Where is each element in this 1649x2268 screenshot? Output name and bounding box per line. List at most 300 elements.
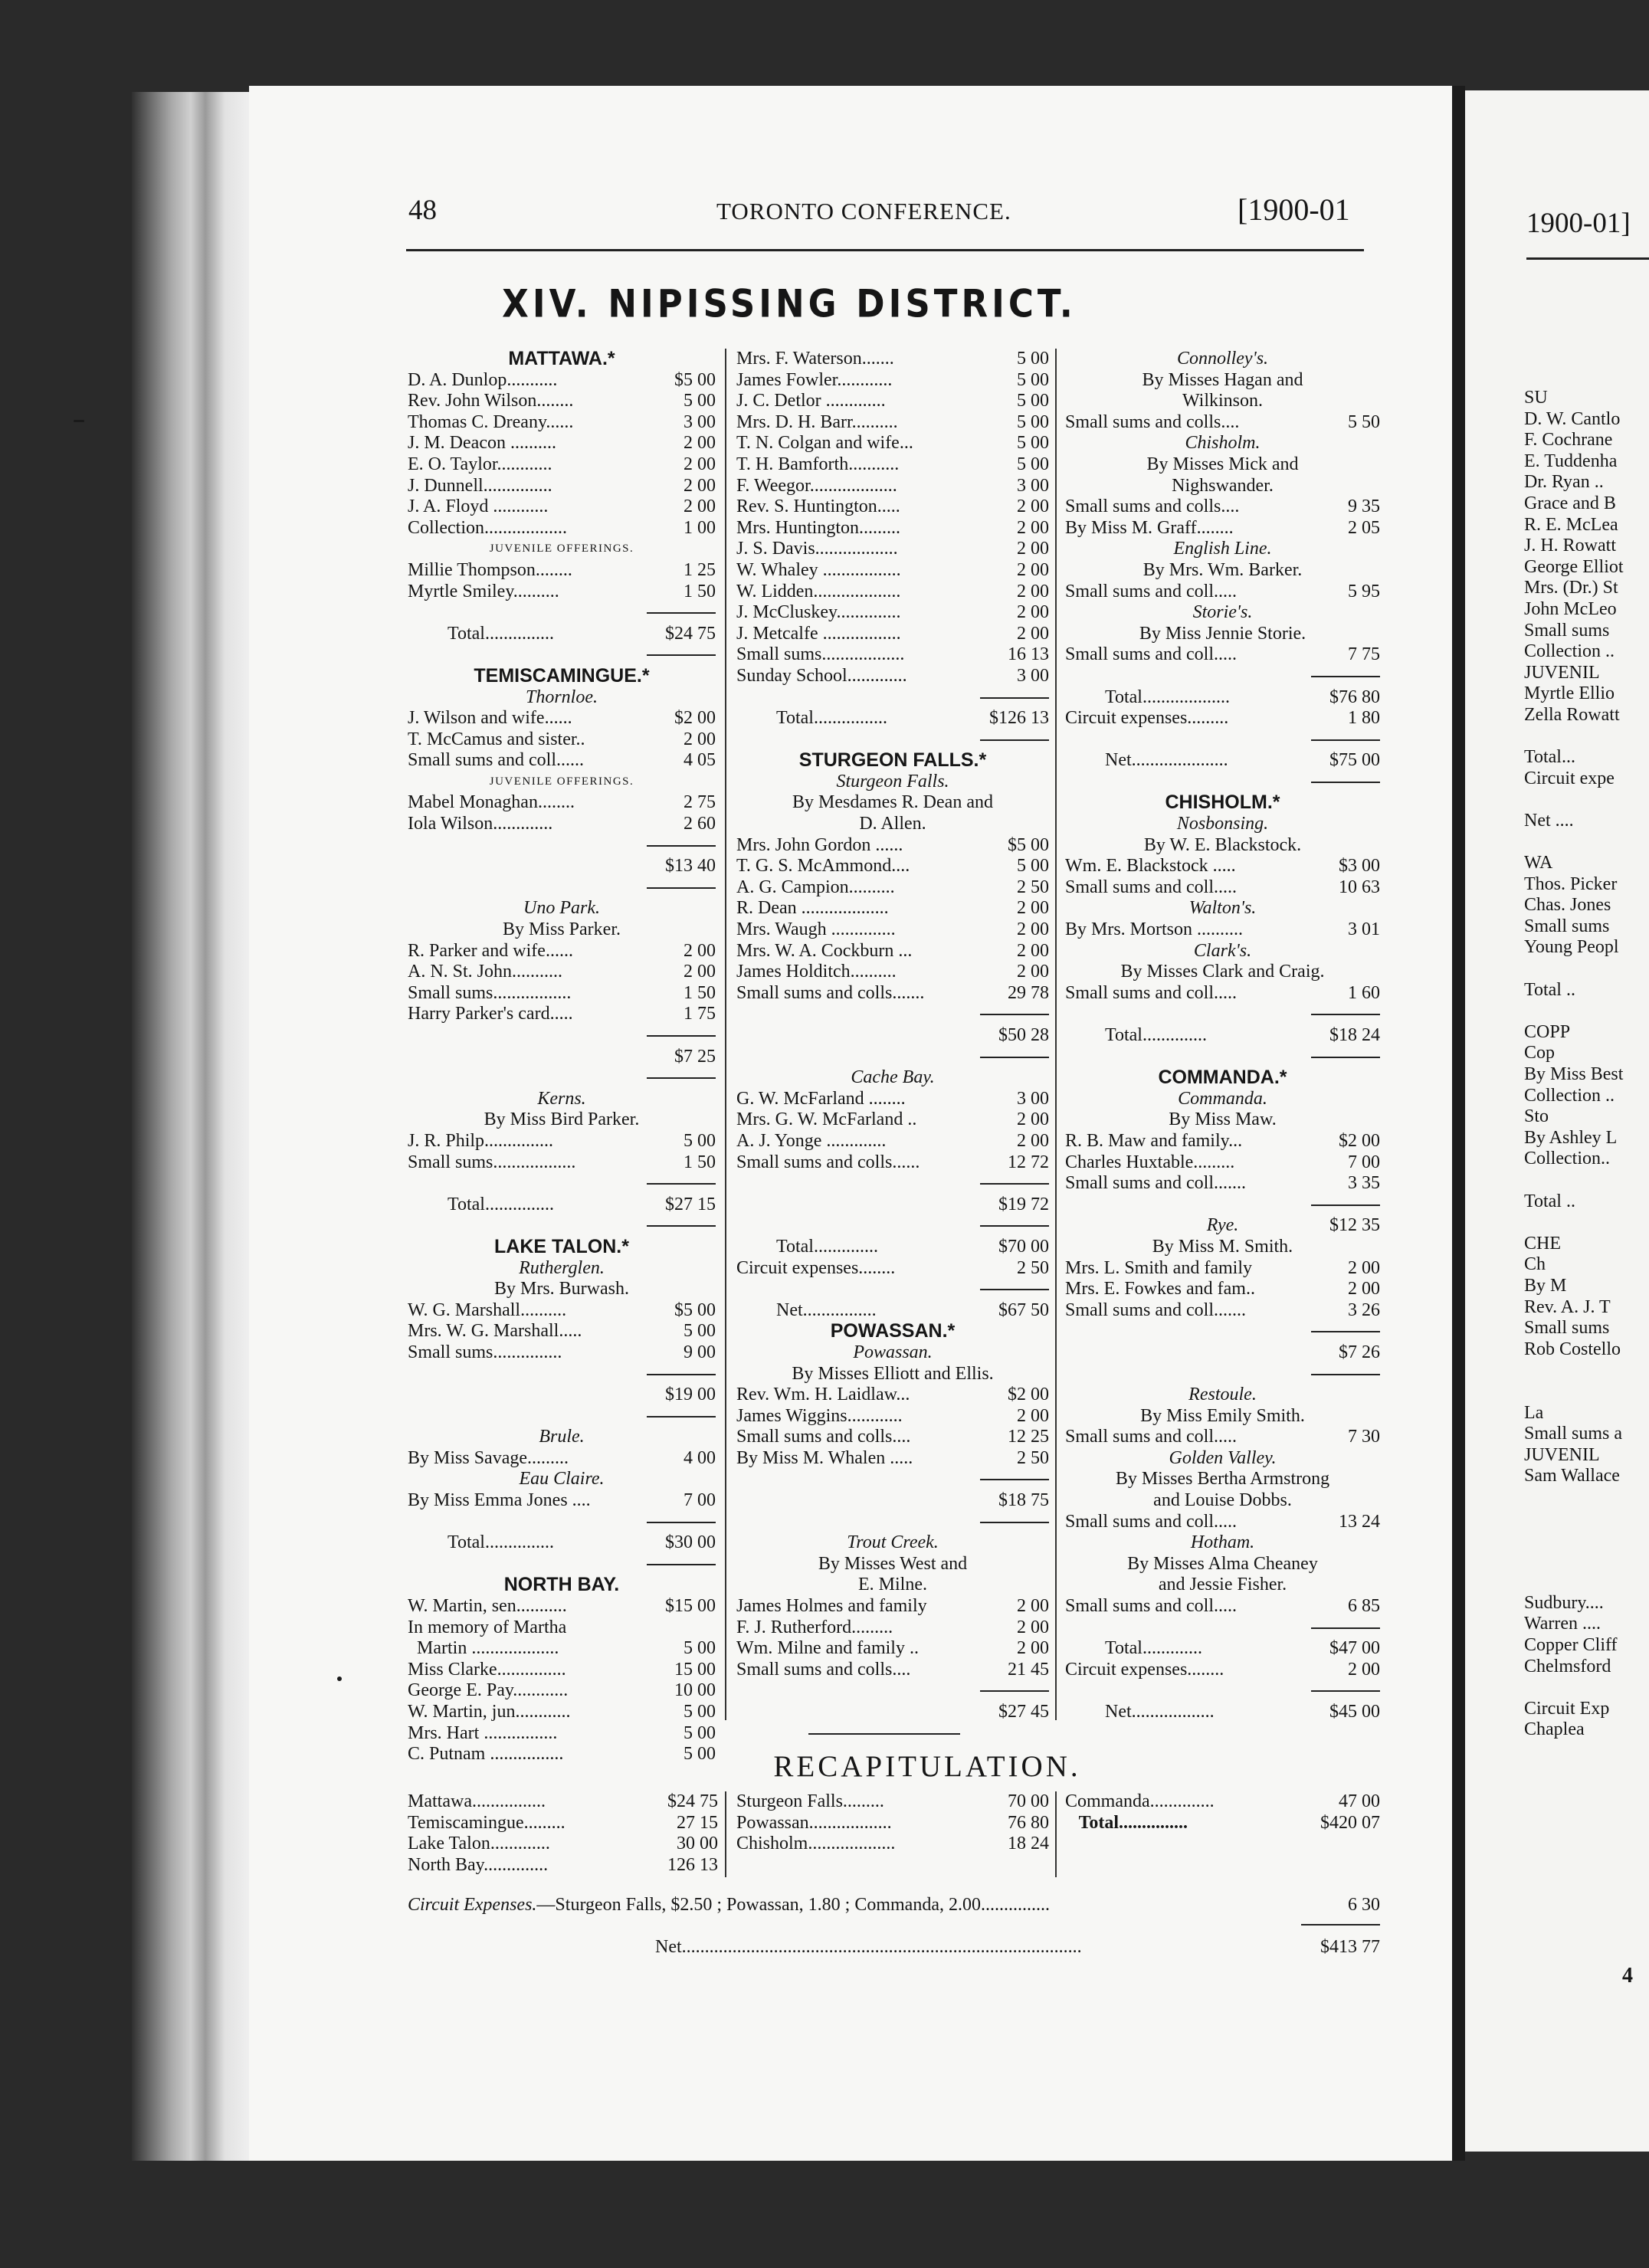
entry-label: Circuit expenses......... (1065, 708, 1229, 729)
recap-amount: 18 24 (1008, 1834, 1049, 1854)
entry-row (1065, 708, 1380, 729)
entry-amount: 2 00 (1017, 919, 1049, 940)
entry-amount: $70 00 (998, 1236, 1049, 1257)
sum-rule (647, 1374, 716, 1375)
sum-rule (647, 1522, 716, 1523)
facing-page-line: CHE (1524, 1233, 1561, 1254)
entry-amount: 2 05 (1348, 517, 1380, 538)
entry-label: R. Parker and wife...... (408, 940, 573, 961)
entry-amount: 9 00 (684, 1342, 716, 1362)
entry-label: Total............... (447, 623, 554, 644)
facing-page-line: Small sums (1524, 1318, 1610, 1339)
entry-amount: 5 00 (684, 1638, 716, 1659)
entry-row (736, 476, 1049, 497)
entry-amount: 12 72 (1008, 1152, 1049, 1172)
facing-page-line: COPP (1524, 1021, 1571, 1042)
net-value: $413 77 (1320, 1937, 1380, 1957)
entry-row (1065, 518, 1380, 539)
collector-line: By Misses Elliott and Ellis. (792, 1363, 994, 1384)
entry-label: Total.............. (776, 1236, 878, 1257)
entry-label: In memory of Martha (408, 1617, 567, 1637)
sum-rule (647, 1035, 716, 1037)
recap-divider-rule (808, 1733, 960, 1735)
entry-row (736, 644, 1049, 666)
entry-label: Mrs. W. A. Cockburn ... (736, 940, 913, 961)
facing-page-line (1524, 1001, 1649, 1022)
entry-row (408, 1490, 716, 1512)
sum-rule (647, 887, 716, 889)
entry-label: Mrs. W. G. Marshall..... (408, 1321, 582, 1342)
entry-amount: 2 75 (684, 792, 716, 813)
recap-row (408, 1813, 718, 1834)
entry-row (736, 1406, 1049, 1427)
section-heading: CHISHOLM.* (1165, 792, 1280, 814)
recap-label: Lake Talon............. (408, 1834, 550, 1854)
collector-line: By Mrs. Wm. Barker. (1142, 559, 1303, 580)
facing-page-line: D. W. Cantlo (1524, 408, 1621, 429)
entry-row (408, 1680, 716, 1702)
sum-rule (1311, 1690, 1380, 1692)
entry-row (736, 1702, 1049, 1723)
recap-label: Commanda.............. (1065, 1791, 1215, 1811)
facing-page-line: Rev. A. J. T (1524, 1296, 1611, 1317)
entry-amount: 3 35 (1348, 1173, 1380, 1194)
entry-label: Circuit expenses........ (736, 1257, 896, 1278)
place-heading: Commanda. (1178, 1088, 1267, 1109)
collector-line: By Mrs. Burwash. (493, 1279, 629, 1300)
facing-page-rule (1526, 257, 1649, 260)
entry-amount: $27 45 (998, 1702, 1049, 1722)
entry-label: Charles Huxtable......... (1065, 1152, 1235, 1172)
entry-row (736, 983, 1049, 1005)
entry-amount: 5 00 (684, 1722, 716, 1743)
recap-row (408, 1855, 718, 1876)
sum-rule (647, 612, 716, 614)
entry-amount: 2 00 (1348, 1659, 1380, 1680)
entry-amount: 2 00 (1017, 1596, 1049, 1617)
entry-row (408, 1152, 716, 1174)
entry-row (408, 1617, 716, 1639)
entry-row (408, 1744, 716, 1765)
facing-page-line: WA (1524, 853, 1553, 873)
sum-rule (647, 1416, 716, 1418)
sum-rule (980, 1690, 1049, 1692)
collector-line: By Misses Clark and Craig. (1120, 962, 1325, 982)
entry-label: F. J. Rutherford......... (736, 1617, 893, 1637)
facing-page-line: R. E. McLea (1524, 514, 1618, 535)
recap-row (1065, 1813, 1380, 1834)
facing-page-line (1524, 1529, 1649, 1551)
facing-page (1465, 90, 1649, 2152)
entry-row (408, 1321, 716, 1342)
entry-label: J. McCluskey.............. (736, 602, 901, 623)
entry-row (736, 1596, 1049, 1617)
entry-row (1065, 1258, 1380, 1280)
entry-amount: 5 00 (684, 1744, 716, 1765)
facing-page-line: Grace and B (1524, 493, 1616, 513)
entry-amount: 1 75 (684, 1004, 716, 1024)
entry-amount: 3 26 (1348, 1300, 1380, 1320)
net-rule (1301, 1924, 1380, 1926)
recap-row (736, 1791, 1049, 1813)
entry-amount: 1 25 (684, 559, 716, 580)
column-divider (1055, 349, 1057, 1720)
facing-page-line: Total... (1524, 747, 1575, 768)
recap-amount: 27 15 (677, 1812, 718, 1833)
entry-amount: $126 13 (989, 708, 1049, 729)
entry-row (408, 560, 716, 582)
entry-row (1065, 1596, 1380, 1617)
entry-row (408, 729, 716, 751)
entry-amount: 5 00 (1017, 411, 1049, 432)
entry-label: Mrs. D. H. Barr.......... (736, 411, 898, 432)
print-speck (74, 420, 84, 422)
entry-amount: $2 00 (674, 708, 716, 729)
entry-label: Wm. Milne and family .. (736, 1638, 919, 1659)
collector-line: and Jessie Fisher. (1158, 1575, 1287, 1595)
entry-label: J. A. Floyd ............ (408, 497, 549, 517)
sum-rule (980, 1522, 1049, 1523)
circuit-expenses-line (408, 1895, 1380, 1916)
facing-page-line: Circuit expe (1524, 768, 1615, 788)
entry-label: Mrs. L. Smith and family (1065, 1257, 1252, 1278)
column-1 (408, 349, 716, 1765)
collector-line: Wilkinson. (1182, 391, 1264, 411)
sum-rule (1311, 676, 1380, 677)
sum-rule (647, 1225, 716, 1227)
entry-amount: 2 00 (1017, 940, 1049, 961)
entry-label: Net................ (776, 1300, 877, 1320)
entry-label: Martin ................... (408, 1638, 559, 1659)
facing-page-line (1524, 1487, 1649, 1509)
entry-label: F. Weegor................... (736, 475, 897, 496)
entry-amount: 15 00 (674, 1659, 716, 1680)
place-heading: Eau Claire. (519, 1469, 605, 1490)
sum-rule (980, 697, 1049, 699)
entry-label: Mrs. E. Fowkes and fam.. (1065, 1279, 1255, 1300)
place-heading: Connolley's. (1176, 349, 1269, 369)
entry-amount: $15 00 (665, 1596, 716, 1617)
entry-row (408, 814, 716, 835)
facing-page-line: Young Peopl (1524, 937, 1619, 958)
entry-amount: 2 00 (1017, 497, 1049, 517)
recap-amount: 47 00 (1339, 1791, 1380, 1811)
section-heading: STURGEON FALLS.* (798, 749, 987, 772)
entry-amount: $18 75 (998, 1490, 1049, 1511)
place-heading: Rye. (1206, 1215, 1239, 1236)
entry-amount: 1 00 (684, 517, 716, 538)
recap-label: Powassan.................. (736, 1812, 892, 1833)
entry-amount: 7 75 (1348, 644, 1380, 665)
facing-page-line: Warren .... (1524, 1614, 1601, 1634)
recap-row (736, 1813, 1049, 1834)
entry-amount: $2 00 (1008, 1385, 1049, 1405)
entry-row (1065, 856, 1380, 877)
year-label: [1900-01 (1238, 192, 1350, 227)
entry-label: Small sums................. (408, 982, 572, 1003)
place-heading: Cache Bay. (851, 1067, 935, 1088)
entry-amount: $5 00 (674, 1300, 716, 1320)
entry-row (408, 1047, 716, 1068)
entry-label: Mrs. John Gordon ...... (736, 834, 903, 855)
entry-label: Mrs. F. Waterson....... (736, 349, 894, 369)
entry-label: A. N. St. John........... (408, 962, 563, 982)
entry-label: T. H. Bamforth........... (736, 454, 900, 474)
facing-page-year: 1900-01] (1526, 208, 1631, 239)
page-number: 48 (408, 195, 437, 226)
entry-label: Small sums and colls.... (1065, 497, 1240, 517)
entry-label: Small sums and coll....... (1065, 1300, 1246, 1320)
place-heading: Golden Valley. (1169, 1447, 1277, 1468)
entry-label: A. G. Campion.......... (736, 877, 895, 897)
entry-label: G. W. McFarland ........ (736, 1088, 906, 1109)
entry-label: Small sums and coll..... (1065, 982, 1237, 1003)
facing-page-line: Dr. Ryan .. (1524, 472, 1604, 493)
entry-label: Mrs. Huntington......... (736, 517, 901, 538)
entry-amount: 1 50 (684, 1152, 716, 1172)
entry-row (736, 919, 1049, 941)
entry-label: By Miss M. Graff........ (1065, 517, 1234, 538)
entry-row (408, 962, 716, 983)
entry-row (1065, 412, 1380, 434)
entry-amount: 3 01 (1348, 919, 1380, 940)
facing-page-line: Chelmsford (1524, 1656, 1611, 1676)
entry-row (408, 1596, 716, 1617)
entry-amount: 2 00 (1017, 962, 1049, 982)
entry-amount: 2 00 (1017, 898, 1049, 919)
running-title: TORONTO CONFERENCE. (716, 198, 1011, 225)
entry-label: Small sums............... (408, 1342, 562, 1362)
collector-line: By Miss Jennie Storie. (1139, 623, 1306, 644)
entry-row (736, 962, 1049, 983)
section-heading: COMMANDA.* (1158, 1067, 1287, 1089)
entry-amount: 2 50 (1017, 1447, 1049, 1468)
entry-label: Mrs. G. W. McFarland .. (736, 1109, 917, 1130)
entry-row (736, 1131, 1049, 1152)
district-title: XIV. NIPISSING DISTRICT. (502, 281, 1077, 326)
entry-row (408, 1004, 716, 1025)
entry-label: J. C. Detlor ............. (736, 391, 886, 411)
facing-page-line (1524, 789, 1649, 811)
entry-amount: 16 13 (1008, 644, 1049, 665)
entry-row (736, 1195, 1049, 1216)
entry-row (736, 602, 1049, 624)
entry-row (408, 750, 716, 772)
entry-row (736, 1427, 1049, 1448)
collector-line: By Miss Maw. (1169, 1109, 1277, 1130)
entry-label: By Miss Emma Jones .... (408, 1490, 591, 1511)
entry-amount: 7 00 (1348, 1152, 1380, 1172)
entry-amount: 2 00 (1017, 602, 1049, 623)
facing-page-line (1524, 831, 1649, 853)
place-heading: Sturgeon Falls. (836, 771, 949, 792)
entry-label: W. Lidden................... (736, 581, 901, 601)
entry-amount: 6 85 (1348, 1596, 1380, 1617)
facing-page-line: Chas. Jones (1524, 895, 1611, 916)
entry-amount: 1 80 (1348, 708, 1380, 729)
collector-line: By Misses West and (818, 1553, 968, 1574)
place-heading: English Line. (1173, 539, 1272, 559)
entry-amount: 5 00 (684, 1702, 716, 1722)
entry-label: Small sums and coll..... (1065, 644, 1237, 665)
entry-amount: $3 00 (1339, 856, 1380, 877)
entry-label: James Fowler............ (736, 369, 893, 390)
entry-row (736, 539, 1049, 560)
entry-amount: 3 00 (1017, 1088, 1049, 1109)
sum-rule (1311, 1331, 1380, 1332)
entry-amount: 2 00 (1017, 539, 1049, 559)
entry-row (736, 1109, 1049, 1131)
entry-label: Rev. S. Huntington..... (736, 497, 900, 517)
facing-page-number: 4 (1622, 1964, 1633, 1988)
recap-row (1065, 1791, 1380, 1813)
circuit-expenses-value: 6 30 (1348, 1895, 1380, 1915)
entry-label: W. G. Marshall.......... (408, 1300, 567, 1320)
entry-amount: 5 95 (1348, 581, 1380, 601)
entry-label: Total................... (1105, 687, 1230, 707)
entry-row (1065, 1152, 1380, 1174)
entry-label: J. M. Deacon .......... (408, 433, 556, 454)
entry-amount: 29 78 (1008, 982, 1049, 1003)
entry-label: T. McCamus and sister.. (408, 729, 585, 749)
total-row (1065, 1638, 1380, 1660)
facing-page-line (1524, 1551, 1649, 1572)
total-row (736, 1300, 1049, 1322)
facing-page-lines (1524, 388, 1649, 1741)
sum-rule (980, 1057, 1049, 1058)
entry-row (1065, 582, 1380, 603)
facing-page-line: Circuit Exp (1524, 1698, 1610, 1719)
total-row (1065, 750, 1380, 772)
entry-amount: 2 00 (1017, 1405, 1049, 1426)
entry-label: Small sums and colls.... (1065, 411, 1240, 432)
entry-row (408, 1660, 716, 1681)
entry-amount: $67 50 (998, 1300, 1049, 1320)
facing-page-line: F. Cochrane (1524, 430, 1613, 451)
facing-page-line: Ch (1524, 1254, 1546, 1275)
facing-page-line: Collection .. (1524, 1085, 1615, 1106)
entry-amount: 2 00 (1017, 517, 1049, 538)
entry-row (408, 454, 716, 476)
entry-amount: 2 50 (1017, 877, 1049, 897)
facing-page-line (1524, 959, 1649, 980)
entry-label: George E. Pay............ (408, 1680, 569, 1701)
facing-page-line (1524, 726, 1649, 748)
entry-label: Circuit expenses........ (1065, 1659, 1224, 1680)
entry-amount: 2 00 (684, 940, 716, 961)
entry-amount: 7 30 (1348, 1427, 1380, 1447)
facing-page-line: J. H. Rowatt (1524, 536, 1616, 556)
facing-page-line: Sudbury.... (1524, 1592, 1604, 1613)
total-row (408, 1532, 716, 1554)
circuit-expenses-label: Circuit Expenses. (408, 1895, 537, 1915)
recap-column-1 (408, 1791, 718, 1876)
entry-label: Small sums.................. (736, 644, 905, 665)
entry-row (736, 412, 1049, 434)
entry-amount: 5 00 (1017, 391, 1049, 411)
entry-label: W. Martin, sen........... (408, 1596, 567, 1617)
entry-amount: $50 28 (998, 1025, 1049, 1045)
entry-label: C. Putnam ................ (408, 1744, 564, 1765)
facing-page-line: E. Tuddenha (1524, 451, 1618, 471)
entry-amount: 5 00 (684, 1130, 716, 1151)
entry-row (736, 941, 1049, 962)
facing-page-line: Mrs. (Dr.) St (1524, 578, 1618, 598)
facing-page-line (1524, 1360, 1649, 1381)
entry-label: W. Martin, jun............ (408, 1702, 571, 1722)
entry-row (736, 454, 1049, 476)
entry-row (408, 1723, 716, 1745)
entry-amount: 5 00 (1017, 349, 1049, 369)
entry-row (736, 518, 1049, 539)
facing-page-line: Sto (1524, 1106, 1549, 1127)
sum-rule (647, 1564, 716, 1565)
entry-amount: 5 00 (1017, 433, 1049, 454)
print-speck (337, 1676, 342, 1681)
collector-line: By Miss Emily Smith. (1140, 1405, 1305, 1426)
entry-amount: $24 75 (665, 623, 716, 644)
entry-row (736, 856, 1049, 877)
entry-amount: $2 00 (1339, 1130, 1380, 1151)
entry-amount: $30 00 (665, 1532, 716, 1553)
entry-row (736, 835, 1049, 857)
entry-row (736, 666, 1049, 687)
place-heading: Storie's. (1192, 602, 1253, 623)
entry-label: J. S. Davis.................. (736, 539, 898, 559)
entry-amount: 2 00 (684, 497, 716, 517)
net-line (655, 1937, 1380, 1958)
sum-rule (1311, 782, 1380, 783)
section-heading: TEMISCAMINGUE.* (474, 664, 650, 687)
entry-row (408, 1300, 716, 1322)
entry-label: Total.............. (1105, 1025, 1207, 1045)
header-rule (406, 249, 1364, 251)
facing-page-line: Small sums (1524, 916, 1610, 936)
recap-row (736, 1834, 1049, 1855)
facing-page-line: Collection .. (1524, 641, 1615, 662)
total-row (736, 1237, 1049, 1258)
entry-label: Iola Wilson............. (408, 814, 553, 834)
facing-page-line: By Miss Best (1524, 1064, 1624, 1084)
recap-amount: 126 13 (667, 1854, 718, 1875)
entry-amount: $18 24 (1329, 1025, 1380, 1045)
entry-label: Small sums and coll..... (1065, 877, 1237, 897)
entry-label: T. G. S. McAmmond.... (736, 856, 910, 877)
net-label: Net....................................................................................... (655, 1937, 1082, 1957)
entry-row (408, 370, 716, 392)
entry-amount: 21 45 (1008, 1659, 1049, 1680)
entry-label: W. Whaley ................. (736, 559, 901, 580)
entry-amount: 13 24 (1339, 1511, 1380, 1532)
recap-column-2 (736, 1791, 1049, 1855)
total-row (408, 1195, 716, 1216)
entry-row (736, 1638, 1049, 1660)
entry-label: E. O. Taylor............ (408, 454, 552, 474)
entry-label: R. B. Maw and family... (1065, 1130, 1243, 1151)
entry-amount: 2 00 (684, 962, 716, 982)
entry-row (736, 433, 1049, 454)
entry-label: James Wiggins............ (736, 1405, 903, 1426)
entry-row (1065, 919, 1380, 941)
entry-row (408, 1131, 716, 1152)
entry-label: Small sums and colls.... (736, 1659, 911, 1680)
entry-label: Harry Parker's card..... (408, 1004, 573, 1024)
entry-amount: 12 25 (1008, 1427, 1049, 1447)
place-heading: Chisholm. (1185, 433, 1261, 454)
entry-row (1065, 1660, 1380, 1681)
entry-row (736, 497, 1049, 518)
entry-row (408, 1702, 716, 1723)
